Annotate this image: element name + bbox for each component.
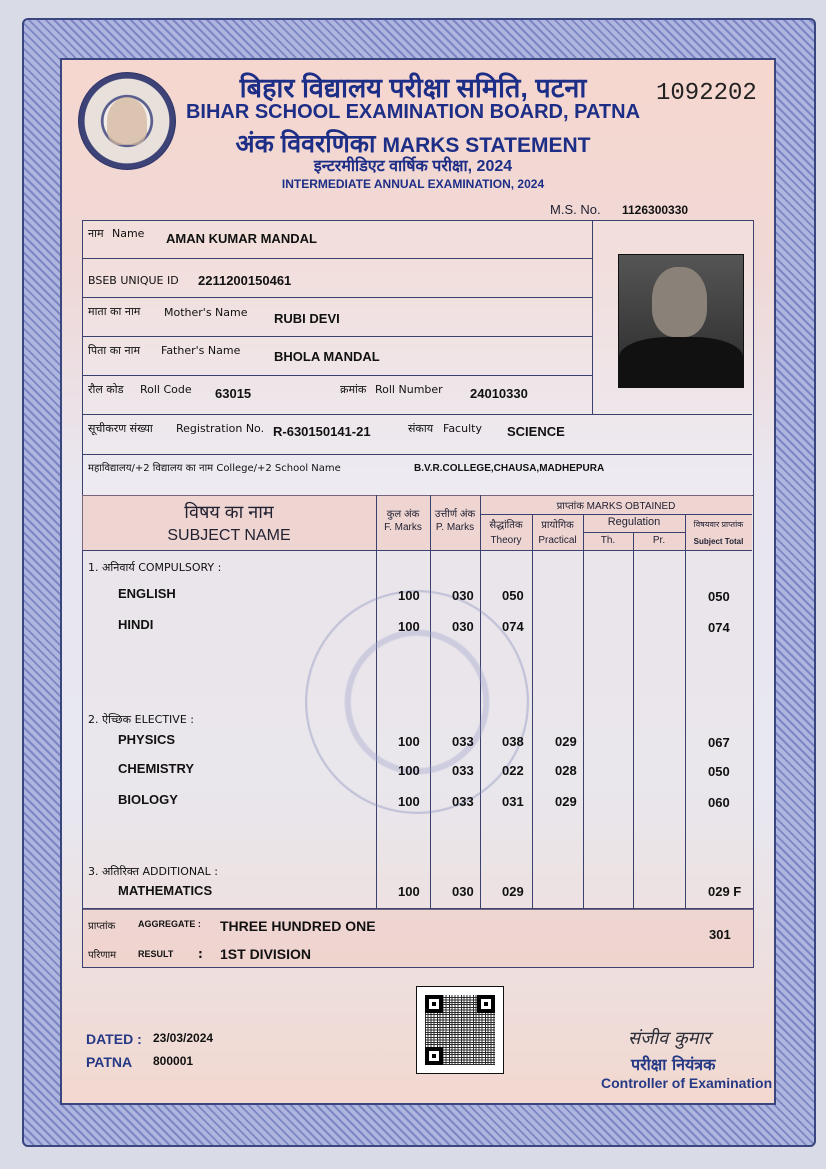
full-marks-header-hi: कुल अंक <box>386 509 420 520</box>
subject-name: ENGLISH <box>118 586 176 601</box>
regulation-practical-header: Pr. <box>652 535 666 546</box>
result-label-en: RESULT <box>138 949 174 959</box>
mother-name: RUBI DEVI <box>274 311 340 326</box>
father-label-hi: पिता का नाम <box>88 344 141 357</box>
full-marks: 100 <box>398 794 420 809</box>
result-label-hi: परिणाम <box>88 950 117 961</box>
practical-header-hi: प्रायोगिक <box>541 520 574 531</box>
ms-no-value: 1126300330 <box>622 203 689 217</box>
theory-marks: 022 <box>502 763 524 778</box>
subject-total: 050 <box>708 589 730 604</box>
full-marks: 100 <box>398 619 420 634</box>
column-line <box>583 514 584 908</box>
pass-marks: 030 <box>452 619 474 634</box>
practical-header-en: Practical <box>538 535 577 546</box>
registration-label-en: Registration No. <box>176 422 265 435</box>
photo-divider <box>592 220 593 414</box>
pass-marks: 033 <box>452 734 474 749</box>
controller-signature: संजीव कुमार <box>628 1028 711 1049</box>
practical-marks: 028 <box>555 763 577 778</box>
roll-code-value: 63015 <box>215 386 252 401</box>
column-line <box>532 514 533 908</box>
subject-name: CHEMISTRY <box>118 761 195 776</box>
pass-marks: 030 <box>452 588 474 603</box>
college-name: B.V.R.COLLEGE,CHAUSA,MADHEPURA <box>414 463 605 474</box>
statement-hindi: अंक विवरणिका <box>235 130 376 158</box>
header-divider <box>583 532 685 533</box>
father-name: BHOLA MANDAL <box>274 349 380 364</box>
student-photo <box>618 254 744 388</box>
roll-number-label-en: Roll Number <box>375 383 443 396</box>
subject-total-header-hi: विषयवार प्राप्तांक <box>693 520 744 529</box>
subject-name: MATHEMATICS <box>118 883 213 898</box>
pass-marks: 033 <box>452 794 474 809</box>
full-marks: 100 <box>398 884 420 899</box>
full-marks: 100 <box>398 763 420 778</box>
roll-number-label-hi: क्रमांक <box>340 383 367 396</box>
regulation-header: Regulation <box>607 516 661 528</box>
result-value: 1ST DIVISION <box>220 946 312 962</box>
pass-marks-header-en: P. Marks <box>435 522 475 533</box>
exam-title-english: INTERMEDIATE ANNUAL EXAMINATION, 2024 <box>281 177 545 191</box>
full-marks: 100 <box>398 734 420 749</box>
bseb-id-label: BSEB UNIQUE ID <box>88 274 179 287</box>
name-label-en: Name <box>112 227 145 240</box>
pass-marks-header-hi: उत्तीर्ण अंक <box>434 509 476 520</box>
practical-marks: 029 <box>555 734 577 749</box>
ms-no-label: M.S. No. <box>550 202 601 217</box>
hindi-board-title: बिहार विद्यालय परीक्षा समिति, पटना <box>239 73 587 103</box>
full-marks: 100 <box>398 588 420 603</box>
aggregate-words: THREE HUNDRED ONE <box>220 918 376 934</box>
registration-label-hi: सूचीकरण संख्या <box>88 422 153 435</box>
row-divider <box>82 336 592 337</box>
pass-marks: 033 <box>452 763 474 778</box>
subject-total: 074 <box>708 620 730 635</box>
aggregate-label-en: AGGREGATE : <box>138 919 201 929</box>
subject-total: 050 <box>708 764 730 779</box>
dated-label: DATED : <box>86 1031 142 1047</box>
subject-total: 067 <box>708 735 730 750</box>
mother-label-hi: माता का नाम <box>88 305 141 318</box>
date-value: 23/03/2024 <box>153 1031 214 1045</box>
row-divider <box>82 414 752 415</box>
result-colon: : <box>198 947 203 961</box>
mother-label-en: Mother's Name <box>164 306 248 319</box>
subject-header-en: SUBJECT NAME <box>167 527 291 544</box>
summary-box <box>82 908 754 968</box>
college-label: महाविद्यालय/+2 विद्यालय का नाम College/+2 School Name <box>88 463 341 474</box>
father-label-en: Father's Name <box>161 344 241 357</box>
subject-total-header-en: Subject Total <box>693 537 744 546</box>
full-marks-header-en: F. Marks <box>384 522 422 533</box>
subject-total: 060 <box>708 795 730 810</box>
theory-marks: 050 <box>502 588 524 603</box>
subject-name: BIOLOGY <box>118 792 178 807</box>
column-line <box>633 532 634 908</box>
theory-header-hi: सैद्धांतिक <box>489 520 523 531</box>
theory-marks: 038 <box>502 734 524 749</box>
english-board-title: BIHAR SCHOOL EXAMINATION BOARD, PATNA <box>185 101 641 123</box>
theory-marks: 029 <box>502 884 524 899</box>
bseb-id-value: 2211200150461 <box>198 273 292 288</box>
row-divider <box>82 297 592 298</box>
faculty-label-en: Faculty <box>443 422 482 435</box>
exam-title-hindi: इन्टरमीडिएट वार्षिक परीक्षा, 2024 <box>313 158 513 175</box>
faculty-label-hi: संकाय <box>408 422 434 435</box>
roll-code-label-hi: रौल कोड <box>88 383 124 396</box>
regulation-theory-header: Th. <box>600 535 616 546</box>
subject-header-hi: विषय का नाम <box>184 502 274 522</box>
marks-obtained-header: प्राप्तांक MARKS OBTAINED <box>556 501 676 512</box>
practical-marks: 029 <box>555 794 577 809</box>
statement-english: MARKS STATEMENT <box>382 134 591 157</box>
qr-code <box>416 986 504 1074</box>
registration-value: R-630150141-21 <box>273 424 371 439</box>
name-label-hi: नाम <box>88 227 104 240</box>
faculty-value: SCIENCE <box>507 424 565 439</box>
section-compulsory: 1. अनिवार्य COMPULSORY : <box>88 561 222 574</box>
pincode-value: 800001 <box>153 1054 194 1068</box>
subject-name: HINDI <box>118 617 154 632</box>
header-divider <box>480 514 752 515</box>
section-additional: 3. अतिरिक्त ADDITIONAL : <box>88 865 218 878</box>
serial-number: 1092202 <box>656 80 757 107</box>
roll-number-value: 24010330 <box>470 386 528 401</box>
subject-total: 029 F <box>708 884 742 899</box>
student-name: AMAN KUMAR MANDAL <box>166 231 317 246</box>
column-line <box>685 514 686 908</box>
row-divider <box>82 258 592 259</box>
row-divider <box>82 454 752 455</box>
section-elective: 2. ऐच्छिक ELECTIVE : <box>88 713 194 726</box>
controller-title-hi: परीक्षा नियंत्रक <box>631 1055 716 1074</box>
aggregate-total: 301 <box>709 927 731 942</box>
subject-name: PHYSICS <box>118 732 176 747</box>
row-divider <box>82 375 592 376</box>
aggregate-label-hi: प्राप्तांक <box>88 921 116 932</box>
pass-marks: 030 <box>452 884 474 899</box>
theory-marks: 074 <box>502 619 524 634</box>
theory-header-en: Theory <box>490 535 522 546</box>
city-label: PATNA <box>86 1054 133 1070</box>
roll-code-label-en: Roll Code <box>140 383 192 396</box>
theory-marks: 031 <box>502 794 524 809</box>
controller-title-en: Controller of Examination <box>601 1075 773 1091</box>
